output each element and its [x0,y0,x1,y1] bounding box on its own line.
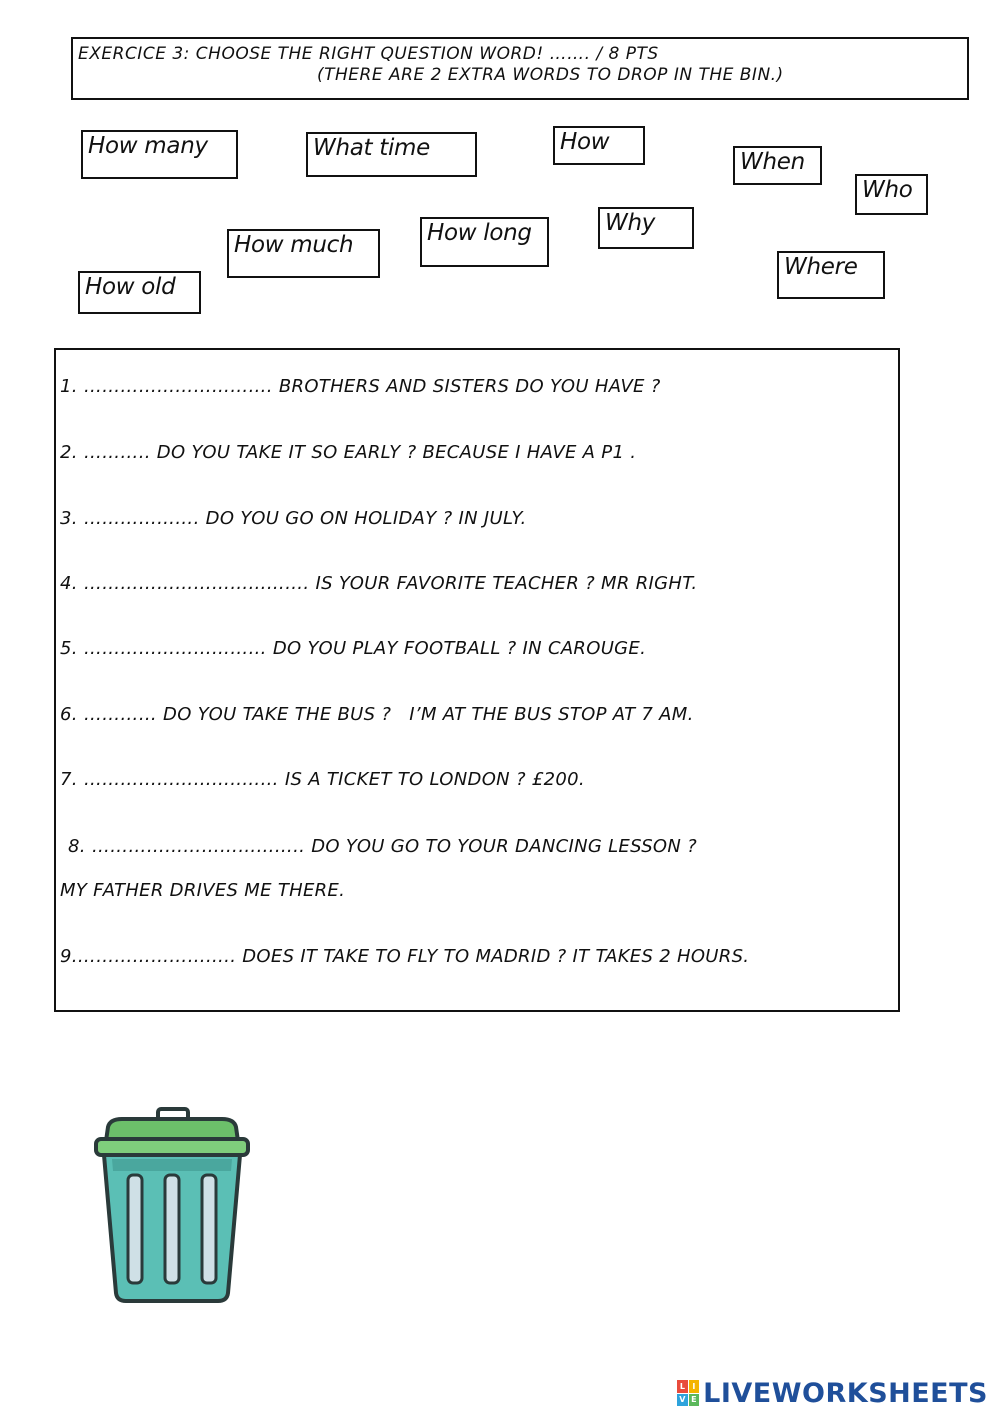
word-chip-when[interactable]: When [733,146,822,185]
question-9 [60,946,749,967]
word-chip-how[interactable]: How [553,126,645,165]
liveworksheets-logo-mark-icon [677,1380,699,1406]
question-text: DO YOU GO TO YOUR DANCING LESSON ? [311,836,698,857]
questions-panel [54,348,900,1012]
liveworksheets-logo [677,1377,988,1409]
question-2 [60,442,636,463]
answer-drop-zone-5[interactable]: ………………………… [83,638,267,659]
question-1 [60,376,661,397]
answer-drop-zone-7[interactable]: ……………………..…… [83,769,279,790]
question-8 [68,836,697,857]
question-number: 2. [60,442,78,463]
word-chip-how-many[interactable]: How many [81,130,238,179]
question-text: BROTHERS AND SISTERS DO YOU HAVE ? [278,376,661,397]
logo-letter: E [689,1394,700,1407]
answer-drop-zone-9[interactable]: …………………….. [77,946,237,967]
question-text: DO YOU TAKE THE BUS ? I’M AT THE BUS STOP AT 7 AM. [163,704,694,725]
question-3 [60,508,527,529]
question-number: 8. [68,836,86,857]
trash-bin-drop-zone[interactable] [88,1105,256,1307]
answer-drop-zone-8[interactable]: …………………………….. [91,836,306,857]
question-number: 3. [60,508,78,529]
question-number: 6. [60,704,78,725]
question-text: IS YOUR FAVORITE TEACHER ? MR RIGHT. [315,573,698,594]
question-number: 1. [60,376,78,397]
exercise-title: EXERCICE 3: CHOOSE THE RIGHT QUESTION WORD! ……. / 8 PTS [78,44,659,64]
question-text: DOES IT TAKE TO FLY TO MADRID ? IT TAKES 2 HOURS. [242,946,750,967]
word-chip-how-much[interactable]: How much [227,229,380,278]
answer-drop-zone-6[interactable]: ………… [83,704,158,725]
trash-bin-icon [88,1105,256,1307]
logo-text: LIVEWORKSHEETS [703,1377,988,1409]
answer-drop-zone-2[interactable]: ……….. [83,442,151,463]
word-chip-where[interactable]: Where [777,251,885,299]
question-number: 5. [60,638,78,659]
question-number: 7. [60,769,78,790]
exercise-instruction: (THERE ARE 2 EXTRA WORDS TO DROP IN THE BIN.) [317,65,784,85]
word-chip-how-old[interactable]: How old [78,271,201,314]
word-chip-what-time[interactable]: What time [306,132,477,177]
answer-drop-zone-3[interactable]: ………………. [83,508,200,529]
question-4 [60,573,697,594]
question-text: DO YOU GO ON HOLIDAY ? IN JULY. [205,508,527,529]
exercise-header [71,37,969,100]
question-8-continuation: MY FATHER DRIVES ME THERE. [60,880,346,901]
word-chip-who[interactable]: Who [855,174,928,215]
logo-letter: V [677,1394,688,1407]
logo-letter: I [689,1380,700,1393]
question-6 [60,704,694,725]
question-text: IS A TICKET TO LONDON ? £200. [284,769,585,790]
question-number: 4. [60,573,78,594]
question-7 [60,769,585,790]
logo-letter: L [677,1380,688,1393]
answer-drop-zone-4[interactable]: ………………………………. [83,573,310,594]
question-text: DO YOU PLAY FOOTBALL ? IN CAROUGE. [272,638,647,659]
question-number: 9. [60,946,78,967]
question-5 [60,638,646,659]
question-text: DO YOU TAKE IT SO EARLY ? BECAUSE I HAVE A P1 . [156,442,637,463]
answer-drop-zone-1[interactable]: …………………………. [83,376,273,397]
word-chip-why[interactable]: Why [598,207,694,249]
word-chip-how-long[interactable]: How long [420,217,549,267]
